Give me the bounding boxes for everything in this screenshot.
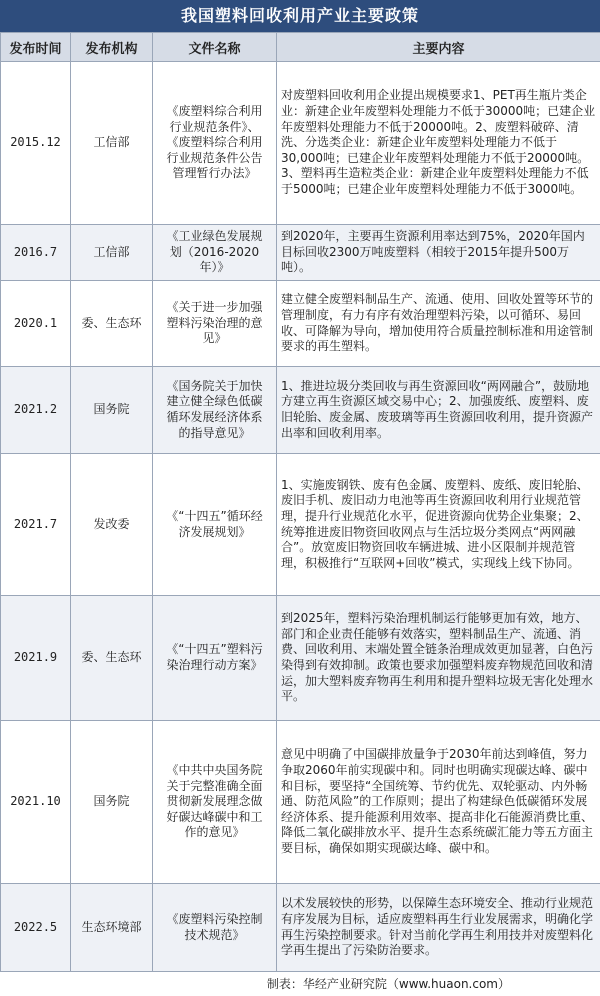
- cell-document: 《中共中央国务院关于完整准确全面贯彻新发展理念做好碳达峰碳中和工作的意见》: [153, 721, 277, 884]
- cell-content: 意见中明确了中国碳排放量争于2030年前达到峰值，努力争取2060年前实现碳中和。同时也明确实现碳达峰、碳中和目标，要坚持“全国统筹、节约优先、双轮驱动、内外畅通、防范风险”的工作原则；提出了构建绿色低碳循环发展经济体系、提升能源利用效率、提高非化石能源消费比重、降低二氧化碳排放水平、提升生态系统碳汇能力等五方面主要目标，确保如期实现碳达峰、碳中和。: [277, 721, 600, 884]
- cell-content: 1、推进垃圾分类回收与再生资源回收“两网融合”，鼓励地方建立再生资源区域交易中心；2、加强废纸、废塑料、废旧轮胎、废金属、废玻璃等再生资源回收利用，提升资源产出率和回收利用率。: [277, 367, 600, 454]
- header-content: 主要内容: [277, 33, 600, 62]
- cell-agency: 发改委: [71, 454, 153, 596]
- cell-document: 《工业绿色发展规划（2016-2020年）》: [153, 225, 277, 281]
- header-document: 文件名称: [153, 33, 277, 62]
- cell-document: 《“十四五”循环经济发展规划》: [153, 454, 277, 596]
- cell-content: 到2025年，塑料污染治理机制运行能够更加有效，地方、部门和企业责任能够有效落实，塑料制品生产、流通、消费、回收利用、末端处置全链条治理成效更加显著，白色污染得到有效抑制。政策也要求加强塑料废弃物规范回收和清运，加大塑料废弃物再生利用和提升塑料垃圾无害化处理水平。: [277, 596, 600, 721]
- cell-agency: 国务院: [71, 721, 153, 884]
- cell-date: 2021.7: [1, 454, 71, 596]
- header-date: 发布时间: [1, 33, 71, 62]
- cell-agency: 工信部: [71, 225, 153, 281]
- cell-date: 2020.1: [1, 281, 71, 367]
- cell-date: 2021.2: [1, 367, 71, 454]
- source-note: 制表：华经产业研究院（www.huaon.com）: [0, 972, 600, 996]
- cell-document: 《国务院关于加快建立健全绿色低碳循环发展经济体系的指导意见》: [153, 367, 277, 454]
- cell-agency: 工信部: [71, 62, 153, 225]
- cell-date: 2022.5: [1, 884, 71, 972]
- table-header-row: [1, 33, 600, 62]
- table-row: [1, 225, 600, 281]
- cell-date: 2021.10: [1, 721, 71, 884]
- cell-document: 《“十四五”塑料污染治理行动方案》: [153, 596, 277, 721]
- table-row: [1, 721, 600, 884]
- cell-agency: 委、生态环: [71, 596, 153, 721]
- cell-date: 2021.9: [1, 596, 71, 721]
- cell-agency: 国务院: [71, 367, 153, 454]
- cell-content: 建立健全废塑料制品生产、流通、使用、回收处置等环节的管理制度，有力有序有效治理塑料污染，以可循环、易回收、可降解为导向，增加使用符合质量控制标准和用途管制要求的再生塑料。: [277, 281, 600, 367]
- cell-document: 《废塑料综合利用行业规范条件》、《废塑料综合利用行业规范条件公告管理暂行办法》: [153, 62, 277, 225]
- table-row: [1, 454, 600, 596]
- table-row: [1, 884, 600, 972]
- policy-table: [0, 32, 600, 972]
- cell-agency: 委、生态环: [71, 281, 153, 367]
- cell-document: 《废塑料污染控制技术规范》: [153, 884, 277, 972]
- cell-date: 2015.12: [1, 62, 71, 225]
- cell-content: 对废塑料回收利用企业提出规模要求1、PET再生瓶片类企业：新建企业年废塑料处理能力不低于30000吨；已建企业年废塑料处理能力不低于20000吨。2、废塑料破碎、清洗、分选类企业：新建企业年废塑料处理能力不低于30,000吨；已建企业年废塑料处理能力不低于20000吨。3、塑料再生造粒类企业：新建企业年废塑料处理能力不低于5000吨；已建企业年废塑料处理能力不低于3000吨。: [277, 62, 600, 225]
- cell-agency: 生态环境部: [71, 884, 153, 972]
- table-row: [1, 62, 600, 225]
- cell-content: 到2020年，主要再生资源利用率达到75%，2020年国内目标回收2300万吨废塑料（相较于2015年提升500万吨）。: [277, 225, 600, 281]
- cell-document: 《关于进一步加强塑料污染治理的意见》: [153, 281, 277, 367]
- page-title: 我国塑料回收利用产业主要政策: [0, 0, 600, 32]
- cell-content: 1、实施废钢铁、废有色金属、废塑料、废纸、废旧轮胎、废旧手机、废旧动力电池等再生资源回收利用行业规范管理，提升行业规范化水平，促进资源向优势企业集聚；2、统筹推进废旧物资回收网点与生活垃圾分类网点“两网融合”。放宽废旧物资回收车辆进城、进小区限制并规范管理，积极推行“互联网+回收”模式，实现线上线下协同。: [277, 454, 600, 596]
- table-row: [1, 281, 600, 367]
- table-row: [1, 596, 600, 721]
- header-agency: 发布机构: [71, 33, 153, 62]
- table-row: [1, 367, 600, 454]
- cell-content: 以术发展较快的形势，以保障生态环境安全、推动行业规范有序发展为目标，适应废塑料再生行业发展需求，明确化学再生污染控制要求。针对当前化学再生利用技并对废塑料化学再生提出了污染防治要求。: [277, 884, 600, 972]
- cell-date: 2016.7: [1, 225, 71, 281]
